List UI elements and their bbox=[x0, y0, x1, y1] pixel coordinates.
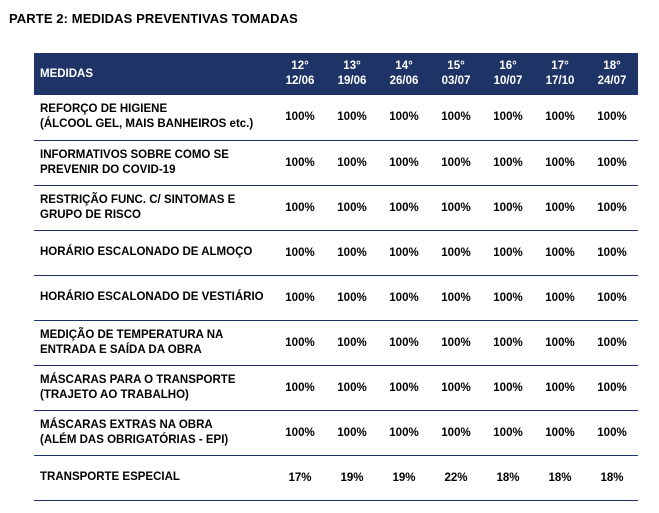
value-cell: 18% bbox=[496, 471, 520, 484]
table-row bbox=[34, 140, 638, 185]
measures-table bbox=[34, 53, 638, 501]
measure-name-line1: INFORMATIVOS SOBRE COMO SE bbox=[40, 148, 229, 161]
value-cell: 100% bbox=[337, 426, 367, 439]
header-week-number: 18° bbox=[603, 60, 621, 72]
value-cell: 100% bbox=[389, 201, 419, 214]
header-row bbox=[34, 53, 638, 95]
value-cell: 100% bbox=[597, 426, 627, 439]
value-cell: 100% bbox=[337, 381, 367, 394]
value-cell: 100% bbox=[545, 336, 575, 349]
table-row bbox=[34, 410, 638, 455]
value-cell: 100% bbox=[493, 381, 523, 394]
value-cell: 19% bbox=[392, 471, 416, 484]
header-week-number: 16° bbox=[499, 60, 517, 72]
value-cell: 100% bbox=[389, 381, 419, 394]
table-row bbox=[34, 95, 638, 140]
value-cell: 100% bbox=[337, 291, 367, 304]
value-cell: 100% bbox=[597, 156, 627, 169]
value-cell: 18% bbox=[600, 471, 624, 484]
value-cell: 100% bbox=[389, 336, 419, 349]
header-week-2 bbox=[326, 53, 378, 95]
measure-name-line1: MÁSCARAS EXTRAS NA OBRA bbox=[40, 418, 213, 431]
measure-name-line1: HORÁRIO ESCALONADO DE VESTIÁRIO bbox=[40, 291, 264, 303]
measure-name-line2: GRUPO DE RISCO bbox=[40, 208, 141, 221]
header-week-date: 17/10 bbox=[545, 75, 575, 87]
value-cell: 19% bbox=[340, 471, 364, 484]
value-cell: 100% bbox=[493, 111, 523, 124]
measure-name bbox=[34, 455, 274, 500]
measure-name-line1: MEDIÇÃO DE TEMPERATURA NA bbox=[40, 328, 224, 341]
value-cell: 100% bbox=[441, 426, 471, 439]
measure-name-line1: RESTRIÇÃO FUNC. C/ SINTOMAS E bbox=[40, 193, 236, 206]
value-cell: 100% bbox=[389, 426, 419, 439]
value-cell: 100% bbox=[545, 291, 575, 304]
measure-name-line2: ENTRADA E SAÍDA DA OBRA bbox=[40, 343, 202, 356]
value-cell: 100% bbox=[493, 201, 523, 214]
value-cell: 100% bbox=[597, 381, 627, 394]
measure-name bbox=[34, 275, 274, 320]
value-cell: 100% bbox=[337, 201, 367, 214]
header-week-number: 12° bbox=[291, 60, 309, 72]
header-week-5 bbox=[482, 53, 534, 95]
measure-name-line2: (ÁLCOOL GEL, MAIS BANHEIROS etc.) bbox=[40, 118, 254, 131]
table-row bbox=[34, 365, 638, 410]
value-cell: 100% bbox=[337, 336, 367, 349]
measure-name-line2: (ALÉM DAS OBRIGATÓRIAS - EPI) bbox=[40, 433, 229, 446]
header-week-date: 19/06 bbox=[337, 75, 367, 87]
measure-name bbox=[34, 95, 274, 140]
value-cell: 100% bbox=[285, 156, 315, 169]
value-cell: 100% bbox=[337, 111, 367, 124]
value-cell: 100% bbox=[441, 111, 471, 124]
value-cell: 100% bbox=[597, 336, 627, 349]
value-cell: 100% bbox=[441, 201, 471, 214]
page-title: PARTE 2: MEDIDAS PREVENTIVAS TOMADAS bbox=[9, 11, 298, 26]
table-row bbox=[34, 230, 638, 275]
value-cell: 100% bbox=[285, 426, 315, 439]
header-week-date: 12/06 bbox=[285, 75, 315, 87]
value-cell: 100% bbox=[285, 201, 315, 214]
measure-name bbox=[34, 320, 274, 365]
measure-name-line1: TRANSPORTE ESPECIAL bbox=[40, 471, 180, 483]
table-header bbox=[34, 53, 638, 95]
header-week-number: 15° bbox=[447, 60, 465, 72]
value-cell: 100% bbox=[389, 291, 419, 304]
header-week-date: 26/06 bbox=[389, 75, 419, 87]
value-cell: 100% bbox=[441, 246, 471, 259]
header-week-number: 17° bbox=[551, 60, 569, 72]
value-cell: 100% bbox=[285, 111, 315, 124]
table-row bbox=[34, 320, 638, 365]
measure-name bbox=[34, 140, 274, 185]
value-cell: 100% bbox=[493, 336, 523, 349]
value-cell: 100% bbox=[337, 156, 367, 169]
value-cell: 100% bbox=[597, 201, 627, 214]
value-cell: 100% bbox=[545, 111, 575, 124]
value-cell: 100% bbox=[389, 156, 419, 169]
value-cell: 100% bbox=[545, 381, 575, 394]
table-row bbox=[34, 455, 638, 500]
header-week-date: 03/07 bbox=[441, 75, 471, 87]
header-week-4 bbox=[430, 53, 482, 95]
measure-name-line2: (TRAJETO AO TRABALHO) bbox=[40, 388, 189, 401]
header-week-6 bbox=[534, 53, 586, 95]
value-cell: 22% bbox=[444, 471, 468, 484]
value-cell: 100% bbox=[441, 336, 471, 349]
table-row bbox=[34, 185, 638, 230]
value-cell: 100% bbox=[545, 246, 575, 259]
value-cell: 100% bbox=[285, 381, 315, 394]
header-week-3 bbox=[378, 53, 430, 95]
value-cell: 100% bbox=[493, 426, 523, 439]
measure-name bbox=[34, 185, 274, 230]
value-cell: 100% bbox=[493, 246, 523, 259]
value-cell: 17% bbox=[288, 471, 312, 484]
value-cell: 100% bbox=[545, 201, 575, 214]
value-cell: 18% bbox=[548, 471, 572, 484]
value-cell: 100% bbox=[493, 291, 523, 304]
measure-name bbox=[34, 365, 274, 410]
value-cell: 100% bbox=[597, 246, 627, 259]
value-cell: 100% bbox=[441, 291, 471, 304]
value-cell: 100% bbox=[285, 246, 315, 259]
value-cell: 100% bbox=[441, 156, 471, 169]
value-cell: 100% bbox=[285, 336, 315, 349]
header-measures-label: MEDIDAS bbox=[40, 67, 94, 80]
measure-name-line2: PREVENIR DO COVID-19 bbox=[40, 163, 176, 176]
measure-name bbox=[34, 410, 274, 455]
measure-name bbox=[34, 230, 274, 275]
header-week-1 bbox=[274, 53, 326, 95]
table-row bbox=[34, 275, 638, 320]
value-cell: 100% bbox=[389, 111, 419, 124]
value-cell: 100% bbox=[545, 426, 575, 439]
measure-name-line1: HORÁRIO ESCALONADO DE ALMOÇO bbox=[40, 246, 253, 258]
header-week-date: 24/07 bbox=[597, 75, 627, 87]
value-cell: 100% bbox=[597, 291, 627, 304]
measure-name-line1: MÁSCARAS PARA O TRANSPORTE bbox=[40, 373, 236, 386]
value-cell: 100% bbox=[545, 156, 575, 169]
value-cell: 100% bbox=[337, 246, 367, 259]
header-week-number: 14° bbox=[395, 60, 413, 72]
table-body bbox=[34, 95, 638, 500]
value-cell: 100% bbox=[441, 381, 471, 394]
value-cell: 100% bbox=[597, 111, 627, 124]
value-cell: 100% bbox=[493, 156, 523, 169]
value-cell: 100% bbox=[285, 291, 315, 304]
header-week-date: 10/07 bbox=[493, 75, 523, 87]
header-week-7 bbox=[586, 53, 638, 95]
measure-name-line1: REFORÇO DE HIGIENE bbox=[40, 103, 168, 116]
header-week-number: 13° bbox=[343, 60, 361, 72]
value-cell: 100% bbox=[389, 246, 419, 259]
